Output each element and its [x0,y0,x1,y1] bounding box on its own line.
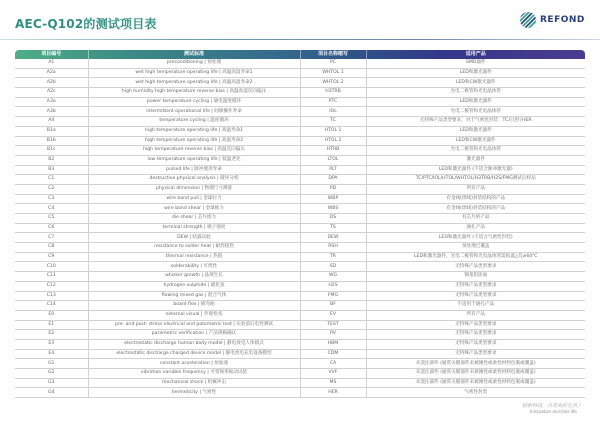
cell-applicable-product: 无特殊产品类型要求，对于气密性封装：TC后进行HER [366,117,585,127]
cell-applicable-product: 有金线(焊线)封装结构的产品 [366,204,585,214]
cell-test-standard: parametric verification | 产品规格确认 [88,330,300,340]
cell-item-id: C3 [15,194,88,204]
cell-test-standard: board flex | 板弯曲 [88,301,300,311]
cell-item-id: C10 [15,262,88,272]
cell-abbreviation: TC [300,117,366,127]
cell-abbreviation: DEW [300,233,366,243]
cell-test-standard: vibration variable frequency | 可变频率振动试验 [88,369,300,379]
cell-item-id: C14 [15,301,88,311]
cell-test-standard: destructive physical analysis | 破坏分析 [88,175,300,185]
table-row [15,243,585,253]
table-row [15,214,585,224]
cell-item-id: C9 [15,252,88,262]
table-row [15,291,585,301]
cell-applicable-product: 未浇注部件 (通常关键部件未被刚性或柔性材料包裹或覆盖) [366,378,585,388]
cell-item-id: C11 [15,272,88,282]
cell-abbreviation: RSH [300,243,366,253]
table-row [15,97,585,107]
cell-test-standard: pre- and post- stress electrical and potometric test | 实验前后电性测试 [88,320,300,330]
table-row [15,136,585,146]
cell-test-standard: hydrogen sulphide | 硫化氢 [88,281,300,291]
cell-abbreviation: PV [300,330,366,340]
cell-abbreviation: PLT [300,165,366,175]
cell-abbreviation: LTOL [300,155,366,165]
table-row [15,146,585,156]
cell-test-standard: die shear | 芯片推力 [88,214,300,224]
cell-test-standard: wet high temperature operating life | 高温高湿寿命2 [88,78,300,88]
cell-item-id: A3b [15,107,88,117]
cell-test-standard: constant acceleration | 恒加速 [88,359,300,369]
cell-applicable-product: LED和激光器件 (不适合气密性封装) [366,233,585,243]
table-row [15,262,585,272]
cell-applicable-product: 预处理已覆盖 [366,243,585,253]
cell-test-standard: temperature cycling | 温度循环 [88,117,300,127]
table-row [15,272,585,282]
header-applicable-product: 适用产品 [465,51,486,57]
cell-test-standard: intermittent operational life | 间歇操作寿命 [88,107,300,117]
cell-item-id: C8 [15,243,88,253]
footer-slogan-en: Innovation enriches life [530,409,577,414]
table-body [15,59,585,398]
table-row [15,388,585,398]
cell-applicable-product: 无特殊产品类型要求 [366,281,585,291]
cell-applicable-product: 所有产品 [366,184,585,194]
cell-applicable-product: 无特殊产品类型要求 [366,349,585,359]
cell-applicable-product: 有金线(焊线)封装结构的产品 [366,194,585,204]
table-row [15,369,585,379]
cell-applicable-product: LED和激光器件 (不适合脉冲激光器) [366,165,585,175]
cell-item-id: A2b [15,78,88,88]
cell-abbreviation: EV [300,310,366,320]
cell-test-standard: electrostatic discharge human body model | 静电放电人体模式 [88,339,300,349]
cell-item-id: C1 [15,175,88,185]
logo-sphere-icon [520,12,536,28]
cell-test-standard: high humidity high temperature reverse bias | 高温高湿反向偏压 [88,88,300,98]
table-row [15,117,585,127]
cell-abbreviation: TR [300,252,366,262]
cell-item-id: C4 [15,204,88,214]
table-row [15,155,585,165]
cell-abbreviation: CDM [300,349,366,359]
cell-abbreviation: HBM [300,339,366,349]
cell-test-standard: whisker growth | 晶须生长 [88,272,300,282]
cell-applicable-product: 无特殊产品类型要求 [366,339,585,349]
table-row [15,194,585,204]
cell-applicable-product: SMD器件 [366,59,585,68]
table-row [15,184,585,194]
cell-abbreviation: PC [300,59,366,68]
cell-abbreviation: PTC [300,97,366,107]
table-row [15,339,585,349]
cell-test-standard: high temperature operating life | 高温寿命1 [88,126,300,136]
cell-item-id: B2 [15,155,88,165]
table-row [15,204,585,214]
cell-abbreviation: WBS [300,204,366,214]
page-title: AEC-Q102的测试项目表 [15,17,157,31]
cell-applicable-product: 光电二极管和光电晶体管 [366,146,585,156]
cell-item-id: E1 [15,320,88,330]
table-row [15,310,585,320]
table-row [15,281,585,291]
cell-item-id: C13 [15,291,88,301]
cell-test-standard: electrostatic discharge charged device model | 静电放电充电设备模型 [88,349,300,359]
table-row [15,320,585,330]
cell-item-id: A1 [15,59,88,68]
cell-item-id: E0 [15,310,88,320]
brand-logo [520,12,585,28]
table-row [15,252,585,262]
cell-applicable-product: 所有产品 [366,310,585,320]
cell-abbreviation: CA [300,359,366,369]
cell-abbreviation: WBP [300,194,366,204]
cell-test-standard: physical dimension | 物理尺寸测量 [88,184,300,194]
table-row [15,301,585,311]
cell-abbreviation: VVF [300,369,366,379]
cell-item-id: G1 [15,359,88,369]
cell-abbreviation: DS [300,214,366,224]
cell-abbreviation: HTOL 2 [300,136,366,146]
table-row [15,107,585,117]
cell-abbreviation: H2S [300,281,366,291]
cell-test-standard: thermal resistance | 热阻 [88,252,300,262]
cell-abbreviation: H3TRB [300,88,366,98]
cell-applicable-product: 光电二极管和光电晶体管 [366,88,585,98]
cell-test-standard: low temperature operating life | 低温老化 [88,155,300,165]
cell-abbreviation: FMG [300,291,366,301]
cell-test-standard: pulsed life | 脉冲使用寿命 [88,165,300,175]
cell-item-id: B1a [15,126,88,136]
table-row [15,223,585,233]
cell-abbreviation: HTOL 1 [300,126,366,136]
table-row [15,88,585,98]
cell-abbreviation: MS [300,378,366,388]
cell-item-id: G3 [15,378,88,388]
cell-abbreviation: HER [300,388,366,398]
cell-applicable-product: 激光器件 [366,155,585,165]
cell-abbreviation: SD [300,262,366,272]
test-items-table [15,50,585,398]
cell-abbreviation: TEST [300,320,366,330]
cell-item-id: B1c [15,146,88,156]
cell-test-standard: high temperature reverse bias | 高温反向偏压 [88,146,300,156]
cell-test-standard: wet high temperature operating life | 高温高湿寿命1 [88,68,300,78]
table-row [15,126,585,136]
cell-item-id: C6 [15,223,88,233]
cell-item-id: E3 [15,339,88,349]
cell-applicable-product: 通孔产品 [366,223,585,233]
cell-applicable-product: TC/PTC/IOL/HTOL/WHTOL/H3TRB/H2S/FMG测试后样品 [366,175,585,185]
cell-item-id: E4 [15,349,88,359]
cell-applicable-product: LED和激光器件 [366,126,585,136]
cell-item-id: A3a [15,97,88,107]
cell-applicable-product: 有芯片的产品 [366,214,585,224]
cell-applicable-product: 无特殊产品类型要求 [366,291,585,301]
cell-abbreviation: DPA [300,175,366,185]
cell-test-standard: solderability | 可焊性 [88,262,300,272]
cell-applicable-product: LED和CW激光器件 [366,78,585,88]
cell-abbreviation: BF [300,301,366,311]
cell-applicable-product: 不适用于通孔产品 [366,301,585,311]
cell-test-standard: high temperature operating life | 高温寿命2 [88,136,300,146]
cell-test-standard: wire bond pull | 金球拉力 [88,194,300,204]
cell-applicable-product: LED和CW激光器件 [366,136,585,146]
cell-abbreviation: WHTOL 2 [300,78,366,88]
cell-item-id: G4 [15,388,88,398]
cell-applicable-product: LED和激光器件，光电二极管和光电晶体管需结温△Tj≥60℃ [366,252,585,262]
cell-test-standard: flowing mixed gas | 混合气体 [88,291,300,301]
cell-test-standard: wire bond shear | 金球推力 [88,204,300,214]
cell-test-standard: external visual | 外观检查 [88,310,300,320]
cell-applicable-product: 气密性封装 [366,388,585,398]
cell-item-id: C12 [15,281,88,291]
header-test-standard: 测试标准 [88,50,300,59]
table-row [15,68,585,78]
table-row [15,165,585,175]
logo-text: REFOND [540,15,585,25]
cell-item-id: C2 [15,184,88,194]
cell-abbreviation: PD [300,184,366,194]
header-abbreviation: 项目名称缩写 [300,50,366,59]
cell-applicable-product: 无特殊产品类型要求 [366,262,585,272]
cell-test-standard: mechanical shock | 机械冲击 [88,378,300,388]
cell-applicable-product: 光电二极管和光电晶体管 [366,107,585,117]
cell-test-standard: preconditioning | 预处理 [88,59,300,68]
cell-applicable-product: LED和激光器件 [366,68,585,78]
table-row [15,359,585,369]
cell-test-standard: resistance to solder heat | 耐焊接热 [88,243,300,253]
cell-abbreviation: IOL [300,107,366,117]
title-divider [0,39,600,40]
cell-applicable-product: LED和激光器件 [366,97,585,107]
cell-applicable-product: 未浇注部件 (通常关键部件未被刚性或柔性材料包裹或覆盖) [366,359,585,369]
cell-test-standard: power temperature cycling | 通电温度循环 [88,97,300,107]
table-row [15,378,585,388]
cell-applicable-product: 无特殊产品类型要求 [366,330,585,340]
cell-applicable-product: 未浇注部件 (通常关键部件未被刚性或柔性材料包裹或覆盖) [366,369,585,379]
table-row [15,59,585,68]
table-row [15,233,585,243]
table-row [15,78,585,88]
cell-test-standard: hermeticity | 气密性 [88,388,300,398]
cell-test-standard: DEW | 结露试验 [88,233,300,243]
cell-item-id: A2a [15,68,88,78]
cell-item-id: G2 [15,369,88,379]
cell-abbreviation: WHTOL 1 [300,68,366,78]
cell-item-id: C5 [15,214,88,224]
table-row [15,330,585,340]
cell-item-id: B3 [15,165,88,175]
cell-test-standard: terminal strength | 端子强度 [88,223,300,233]
cell-item-id: C7 [15,233,88,243]
cell-abbreviation: WG [300,272,366,282]
table-row [15,175,585,185]
cell-abbreviation: TS [300,223,366,233]
cell-abbreviation: HTRB [300,146,366,156]
cell-applicable-product: 无特殊产品类型要求 [366,320,585,330]
cell-item-id: A2c [15,88,88,98]
footer-slogan-cn: 创新科技，点亮美好生活 / [522,403,581,409]
cell-item-id: B1b [15,136,88,146]
table-header-row [15,50,585,59]
cell-applicable-product: 钢基铝涂面 [366,272,585,282]
cell-item-id: A4 [15,117,88,127]
table-row [15,349,585,359]
cell-item-id: E2 [15,330,88,340]
footer-slogan [522,402,580,414]
header-item-id: 项目编号 [15,50,88,59]
